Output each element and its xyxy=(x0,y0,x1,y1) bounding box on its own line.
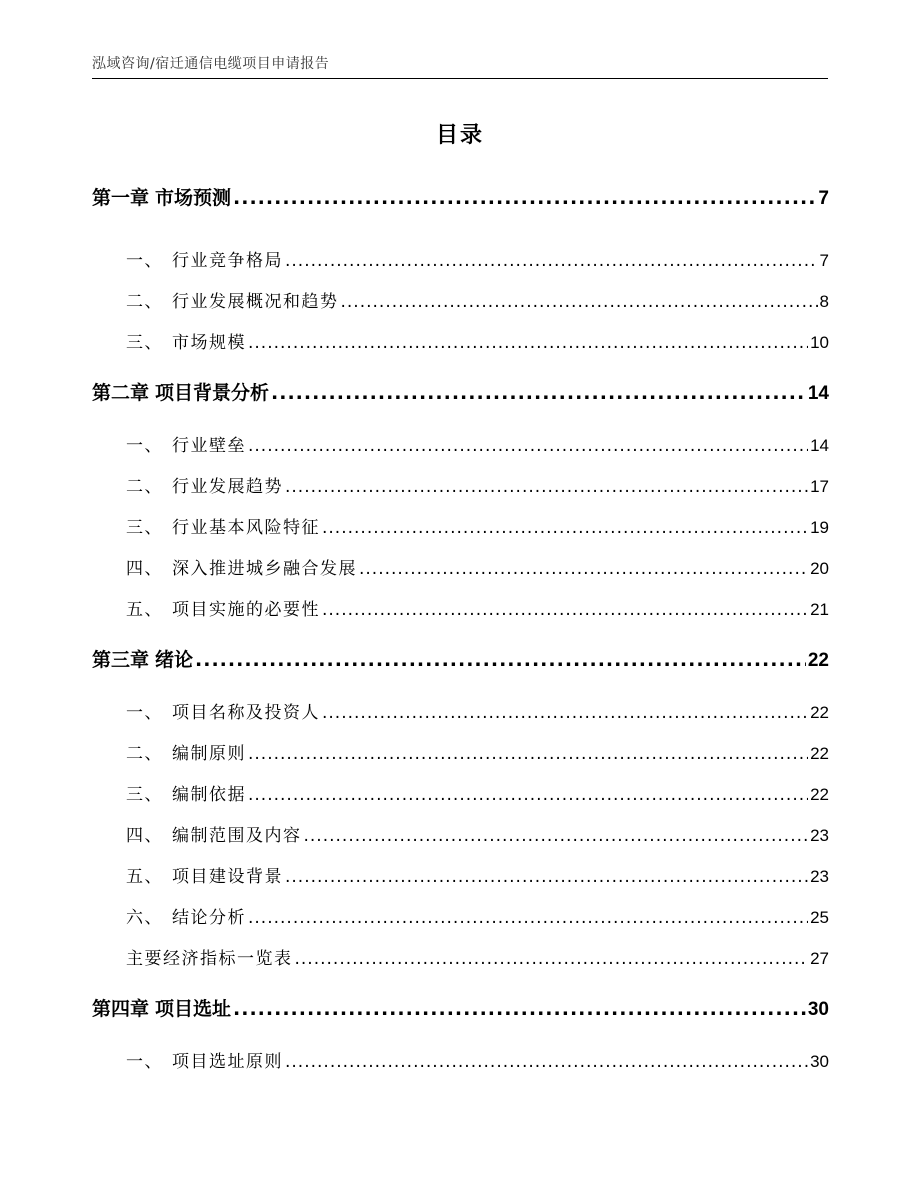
toc-entry-number: 第三章 xyxy=(92,649,150,671)
toc-dot-leader xyxy=(248,785,808,805)
toc-page-number: 30 xyxy=(810,1052,829,1071)
header-rule xyxy=(92,78,828,79)
toc-section-3-4[interactable] xyxy=(126,821,829,846)
toc-page-number: 23 xyxy=(810,826,829,845)
toc-entry-number: 一、 xyxy=(126,251,163,271)
toc-entry-title: 编制依据 xyxy=(172,785,246,805)
toc-entry-number: 一、 xyxy=(126,1052,163,1072)
toc-entry-title: 编制范围及内容 xyxy=(172,826,302,846)
toc-entry-number: 一、 xyxy=(126,703,163,723)
toc-entry-title: 行业发展趋势 xyxy=(172,477,283,497)
toc-entry-title: 项目建设背景 xyxy=(172,867,283,887)
toc-entry-number: 三、 xyxy=(126,518,163,538)
toc-dot-leader xyxy=(322,703,808,723)
toc-entry-title: 主要经济指标一览表 xyxy=(126,949,293,969)
toc-entry-title: 行业发展概况和趋势 xyxy=(172,292,339,312)
toc-dot-leader xyxy=(322,600,808,620)
toc-page-number: 17 xyxy=(810,477,829,496)
toc-section-1-1[interactable] xyxy=(126,246,829,271)
toc-section-3-6[interactable] xyxy=(126,903,829,928)
toc-chapter-3[interactable] xyxy=(92,645,829,672)
toc-entry-number: 一、 xyxy=(126,436,163,456)
toc-page-number: 10 xyxy=(810,333,829,352)
toc-dot-leader xyxy=(285,251,818,271)
toc-page-number: 8 xyxy=(819,292,829,311)
toc-page-number: 21 xyxy=(810,600,829,619)
toc-page-number: 25 xyxy=(810,908,829,927)
toc-dot-leader xyxy=(322,518,808,538)
toc-entry-number: 五、 xyxy=(126,600,163,620)
toc-section-3-2[interactable] xyxy=(126,739,829,764)
toc-page-number: 19 xyxy=(810,518,829,537)
toc-entry-number: 三、 xyxy=(126,785,163,805)
toc-entry-title: 行业基本风险特征 xyxy=(172,518,320,538)
toc-entry-title: 项目选址 xyxy=(155,998,232,1020)
toc-entry-title: 行业壁垒 xyxy=(172,436,246,456)
toc-dot-leader xyxy=(195,649,806,671)
toc-entry-number: 二、 xyxy=(126,744,163,764)
toc-entry-title: 深入推进城乡融合发展 xyxy=(172,559,357,579)
toc-section-3-3[interactable] xyxy=(126,780,829,805)
toc-page-number: 22 xyxy=(807,650,829,671)
toc-entry-title: 项目背景分析 xyxy=(155,382,270,404)
toc-dot-leader xyxy=(248,436,808,456)
toc-page-number: 30 xyxy=(807,999,829,1020)
toc-section-1-2[interactable] xyxy=(126,287,829,312)
toc-entry-number: 六、 xyxy=(126,908,163,928)
toc-dot-leader xyxy=(304,826,809,846)
toc-entry-number: 三、 xyxy=(126,333,163,353)
toc-dot-leader xyxy=(248,744,808,764)
toc-dot-leader xyxy=(271,382,806,404)
toc-page-number: 22 xyxy=(810,703,829,722)
toc-dot-leader xyxy=(285,1052,808,1072)
toc-section-2-3[interactable] xyxy=(126,513,829,538)
toc-page-number: 14 xyxy=(807,383,829,404)
toc-entry-number: 第一章 xyxy=(92,187,150,209)
toc-page-number: 20 xyxy=(810,559,829,578)
toc-entry-title: 绪论 xyxy=(155,649,194,671)
toc-entry-title: 项目名称及投资人 xyxy=(172,703,320,723)
toc-section-3-1[interactable] xyxy=(126,698,829,723)
toc-section-2-1[interactable] xyxy=(126,431,829,456)
toc-page-number: 14 xyxy=(810,436,829,455)
toc-page-number: 7 xyxy=(819,251,829,270)
toc-entry-number: 四、 xyxy=(126,559,163,579)
toc-entry-title: 项目选址原则 xyxy=(172,1052,283,1072)
toc-entry-number: 二、 xyxy=(126,477,163,497)
toc-page-number: 23 xyxy=(810,867,829,886)
toc-chapter-4[interactable] xyxy=(92,994,829,1021)
toc-section-2-2[interactable] xyxy=(126,472,829,497)
toc-page-number: 22 xyxy=(810,744,829,763)
toc-section-1-3[interactable] xyxy=(126,328,829,353)
toc-section-2-5[interactable] xyxy=(126,595,829,620)
toc-page-number: 27 xyxy=(810,949,829,968)
toc-chapter-2[interactable] xyxy=(92,378,829,405)
page-header: 泓域咨询/宿迁通信电缆项目申请报告 xyxy=(92,56,330,72)
toc-dot-leader xyxy=(341,292,818,312)
toc-entry-number: 五、 xyxy=(126,867,163,887)
toc-entry-number: 二、 xyxy=(126,292,163,312)
toc-dot-leader xyxy=(359,559,808,579)
toc-dot-leader xyxy=(248,333,808,353)
toc-page-number: 22 xyxy=(810,785,829,804)
toc-section-4-1[interactable] xyxy=(126,1047,829,1072)
toc-entry-title: 编制原则 xyxy=(172,744,246,764)
toc-entry-title: 市场规模 xyxy=(172,333,246,353)
toc-chapter-1[interactable] xyxy=(92,183,829,210)
toc-entry-title: 结论分析 xyxy=(172,908,246,928)
toc-dot-leader xyxy=(285,477,808,497)
toc-dot-leader xyxy=(233,187,816,209)
toc-dot-leader xyxy=(295,949,809,969)
toc-entry-title: 项目实施的必要性 xyxy=(172,600,320,620)
toc-section-3-table[interactable] xyxy=(126,944,829,969)
toc-section-3-5[interactable] xyxy=(126,862,829,887)
toc-dot-leader xyxy=(233,998,806,1020)
toc-entry-number: 第二章 xyxy=(92,382,150,404)
toc-entry-number: 四、 xyxy=(126,826,163,846)
toc-title: 目录 xyxy=(435,123,484,148)
toc-dot-leader xyxy=(248,908,808,928)
toc-page-number: 7 xyxy=(818,188,829,209)
toc-entry-number: 第四章 xyxy=(92,998,150,1020)
toc-entry-title: 市场预测 xyxy=(155,187,232,209)
toc-dot-leader xyxy=(285,867,808,887)
toc-section-2-4[interactable] xyxy=(126,554,829,579)
toc-entry-title: 行业竞争格局 xyxy=(172,251,283,271)
